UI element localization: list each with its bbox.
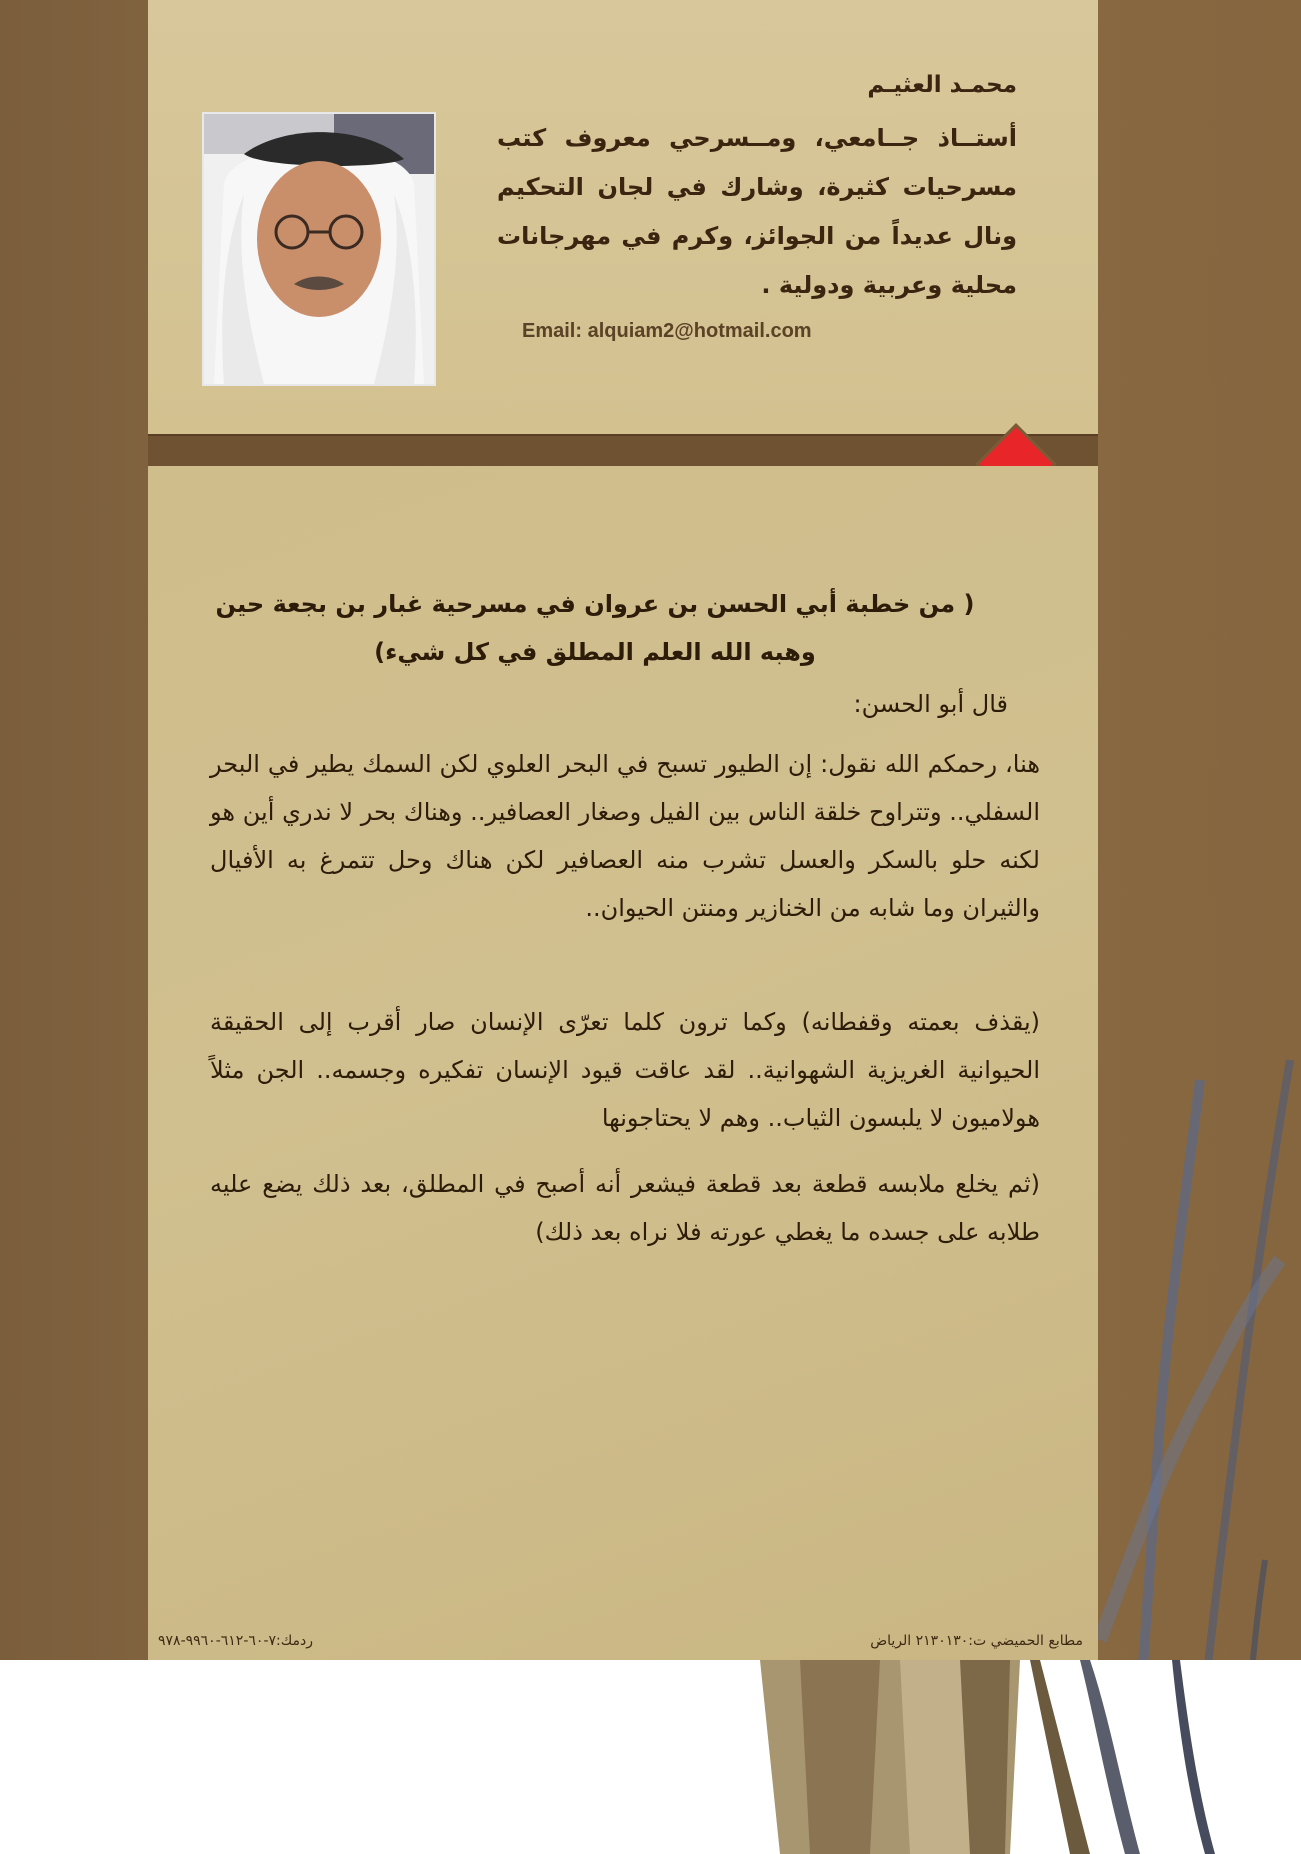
excerpt-speaker: قال أبو الحسن:: [853, 690, 1008, 718]
author-bio: أستــاذ جــامعي، ومــسرحي معروف كتب مسرحيات كثيرة، وشارك في لجان التحكيم ونال عديداً من الجوائز، وكرم في مهرجانات محلية وعربية ودولية .: [497, 124, 1017, 299]
author-photo: [202, 112, 436, 386]
bottom-artwork: [760, 1660, 1300, 1854]
isbn: ردمك:٧-٦٠-٦١٢-٩٩٦٠-٩٧٨: [158, 1633, 314, 1649]
author-email: Email: alquiam2@hotmail.com: [522, 320, 812, 342]
excerpt-paragraph-1: هنا، رحمكم الله نقول: إن الطيور تسبح في البحر العلوي لكن السمك يطير في البحر السفلي.. وتتراوح خلقة الناس بين الفيل وصغار العصافير.. وهناك بحر لا ندري أين هو لكنه حلو بالسكر والعسل تشرب منه العصافير لكن هناك وحل تتمرغ به الأفيال والثيران وما شابه من الخنازير ومنتن الحيوان..: [210, 750, 1040, 922]
excerpt-intro: ( من خطبة أبي الحسن بن عروان في مسرحية غبار بن بجعة حين وهبه الله العلم المطلق في كل شيء): [215, 590, 975, 666]
author-name: محمـد العثيـم: [867, 72, 1017, 98]
excerpt-paragraph-3: (ثم يخلع ملابسه قطعة بعد قطعة فيشعر أنه أصبح في المطلق، بعد ذلك يضع عليه طلابه على جسده ما يغطي عورته فلا نراه بعد ذلك): [210, 1170, 1040, 1246]
excerpt-paragraph-2: (يقذف بعمته وقفطانه) وكما ترون كلما تعرّى الإنسان صار أقرب إلى الحقيقة الحيوانية الغريزية الشهوانية.. لقد عاقت قيود الإنسان تفكيره وجسمه.. الجن مثلاً هولاميون لا يلبسون الثياب.. وهم لا يحتاجونها: [210, 1008, 1040, 1132]
printer-info: مطابع الحميضي ت:٢١٣٠١٣٠ الرياض: [870, 1633, 1083, 1649]
divider-band: [148, 436, 1098, 466]
